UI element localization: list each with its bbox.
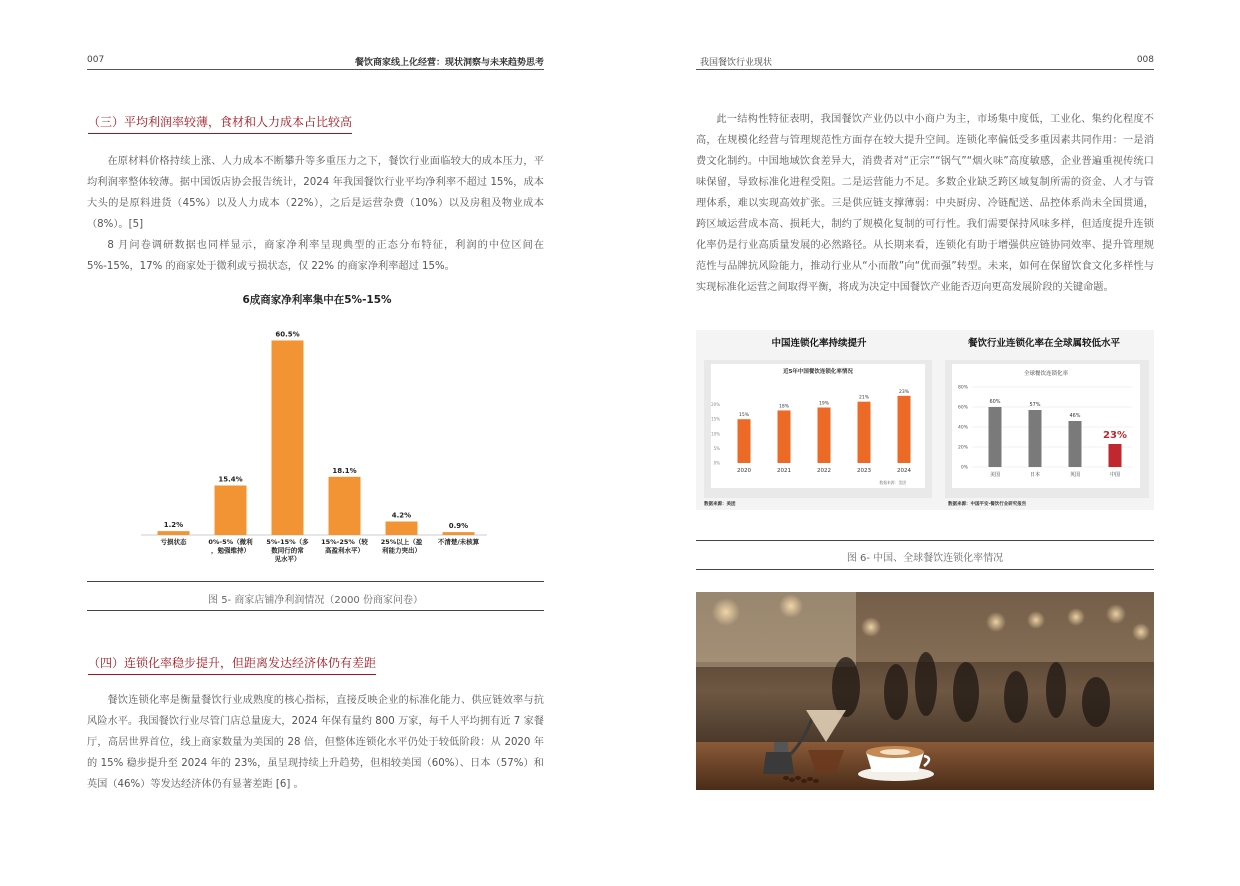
data-label: 23%: [898, 389, 910, 395]
data-label: 19%: [818, 401, 830, 407]
category-label: 数同行的常: [271, 546, 304, 555]
section-3-title: （三）平均利润率较薄，食材和人力成本占比较高: [88, 113, 352, 134]
category-label: 中国: [1109, 472, 1121, 478]
category-label: 高盈利水平）: [325, 546, 364, 555]
bar: [898, 396, 911, 463]
y-tick-label: 10%: [711, 431, 720, 437]
data-label: 23%: [1103, 430, 1127, 441]
data-label: 18%: [778, 404, 790, 410]
bar: [158, 531, 190, 535]
category-label: 2023: [857, 468, 871, 474]
figure-5-caption: 图 5- 商家店铺净利润情况（2000 份商家问卷）: [208, 595, 423, 606]
bar: [215, 485, 247, 535]
category-label: 2021: [777, 468, 791, 474]
bar: [858, 402, 871, 463]
paragraph-structural-features: 此一结构性特征表明，我国餐饮产业仍以中小商户为主，市场集中度低，工业化、集约化程度不高，在规模化经营与管理规范性方面存在较大提升空间。连锁化率偏低受多重因素共同作用：一是消费文化制约。中国地域饮食差异大，消费者对“正宗”“锅气”“烟火味”高度敏感，企业普遍重视传统口味保留，导致标准化进程受阻。二是运营能力不足。多数企业缺乏跨区域复制所需的资金、人才与管理体系，难以实现高效扩张。三是供应链支撑薄弱：中央厨房、冷链配送、品控体系尚未全国贯通，跨区域运营成本高、损耗大，制约了规模化复制的可行性。我们需要保持风味多样，但适度提升连锁化率仍是行业高质量发展的必然路径。从长期来看，连锁化有助于增强供应链协同效率、提升管理规范性与品牌抗风险能力，推动行业从“小而散”向“优而强”转型。未来，如何在保留饮食文化多样性与实现标准化运营之间取得平衡，将成为决定中国餐饮产业能否迈向更高发展阶段的关键命题。: [696, 114, 1154, 293]
data-label: 0.9%: [448, 522, 469, 531]
data-label: 15.4%: [218, 475, 243, 484]
running-header: 餐饮商家线上化经营：现状洞察与未来趋势思考: [354, 58, 544, 68]
section-4-title: （四）连锁化率稳步提升，但距离发达经济体仍有差距: [88, 654, 376, 675]
data-label: 46%: [1069, 413, 1081, 419]
category-label: 15%-25%（较: [321, 538, 368, 546]
bar: [818, 408, 831, 463]
chart-b-source: 数据来源：中国平安·餐饮行业研究报告: [948, 502, 1027, 507]
category-label: ，勉强维持）: [211, 546, 250, 555]
category-label: 25%以上（盈: [380, 538, 423, 546]
y-tick-label: 0%: [713, 460, 720, 466]
y-tick-label: 5%: [713, 445, 720, 451]
figure-rule-bottom: [696, 569, 1154, 570]
running-header: 我国餐饮行业现状: [700, 58, 773, 68]
bar: [778, 410, 791, 463]
chart-a-title: 中国连锁化率持续提升: [771, 338, 867, 349]
bar: [1109, 444, 1122, 467]
y-tick-label: 20%: [957, 445, 968, 451]
data-label: 60%: [989, 399, 1001, 405]
category-label: 2022: [817, 468, 831, 474]
data-label: 1.2%: [163, 521, 184, 530]
data-label: 57%: [1029, 402, 1041, 408]
page-number: 007: [87, 55, 105, 65]
chart-b-inner: [952, 364, 1140, 488]
header-rule: [87, 69, 544, 70]
chart-b-subtitle: 全球餐饮连锁化率: [1023, 371, 1069, 377]
category-label: 英国: [1069, 472, 1081, 478]
paragraph-survey-results: 8 月问卷调研数据也同样显示，商家净利率呈现典型的正态分布特征，利润的中位区间在 5%-15%，17% 的商家处于微利或亏损状态，仅 22% 的商家净利率超过 15%。: [87, 240, 544, 272]
chain-rate-charts: [696, 330, 1154, 510]
y-tick-label: 15%: [711, 416, 720, 422]
paragraph-cost-pressure: 在原材料价格持续上涨、人力成本不断攀升等多重压力之下，餐饮行业面临较大的成本压力，平均利润率整体较薄。据中国饭店协会报告统计，2024 年我国餐饮行业平均净利率不超过 15%，成本大头的是原料进货（45%）以及人力成本（22%），之后是运营杂费（10%）以及房租及物业成本（8%）。[5]: [87, 156, 544, 230]
category-label: 2020: [737, 468, 751, 474]
chart-a-subtitle: 近5年中国餐饮连锁化率情况: [783, 369, 853, 375]
figure-6-caption: 图 6- 中国、全球餐饮连锁化率情况: [846, 553, 1004, 564]
category-label: 5%-15%（多: [266, 538, 309, 546]
bar: [738, 419, 751, 463]
y-tick-label: 20%: [711, 402, 720, 408]
category-label: 2024: [897, 468, 911, 474]
category-label: 日本: [1029, 472, 1041, 478]
category-label: 利能力突出）: [382, 546, 421, 555]
category-label: 见水平）: [274, 555, 301, 563]
chart-a-small-source: 数据来源：美团: [879, 480, 906, 485]
bar: [386, 521, 418, 535]
page-number: 008: [1136, 55, 1154, 65]
y-tick-label: 0%: [960, 465, 968, 471]
paragraph-chain-rate: 餐饮连锁化率是衡量餐饮行业成熟度的核心指标，直接反映企业的标准化能力、供应链效率与抗风险水平。我国餐饮行业尽管门店总量庞大，2024 年保有量约 800 万家，每千人平均拥有近 7 家餐厅，高居世界首位，线上商家数量为美国的 28 倍，但整体连锁化水平仍处于较低阶段：从 2020 年的 15% 稳步提升至 2024 年的 23%，虽呈现持续上升趋势，但相较美国（60%）、日本（57%）和英国（46%）等发达经济体仍有显著差距 [6] 。: [87, 695, 544, 790]
data-label: 60.5%: [275, 330, 300, 339]
data-label: 15%: [738, 413, 750, 419]
cafe-coffee-photo: [696, 592, 1154, 790]
bar: [989, 407, 1002, 467]
data-label: 21%: [858, 395, 870, 401]
figure-rule-bottom: [87, 610, 544, 611]
profit-distribution-chart: [133, 286, 533, 571]
y-tick-label: 40%: [957, 425, 968, 431]
data-label: 18.1%: [332, 466, 357, 475]
y-tick-label: 80%: [957, 385, 968, 391]
category-label: 不清楚/未核算: [437, 538, 480, 546]
chart-a-source: 数据来源：美团: [704, 502, 736, 507]
bar: [443, 532, 475, 535]
bar: [1069, 421, 1082, 467]
cafe-illustration: [696, 592, 1154, 790]
figure-rule-top: [696, 540, 1154, 541]
chart-b-title: 餐饮行业连锁化率在全球属较低水平: [967, 338, 1121, 349]
category-label: 亏损状态: [160, 538, 187, 546]
y-tick-label: 60%: [957, 405, 968, 411]
category-label: 0%-5%（微利: [208, 538, 253, 546]
bar: [1029, 410, 1042, 467]
figure-rule-top: [87, 581, 544, 582]
category-label: 美国: [989, 472, 1001, 478]
data-label: 4.2%: [391, 511, 412, 520]
bar: [329, 477, 361, 535]
header-rule: [696, 69, 1154, 70]
chart-title: 6成商家净利率集中在5%-15%: [242, 294, 392, 306]
figure-6-panel: [696, 330, 1154, 510]
bar: [272, 340, 304, 535]
